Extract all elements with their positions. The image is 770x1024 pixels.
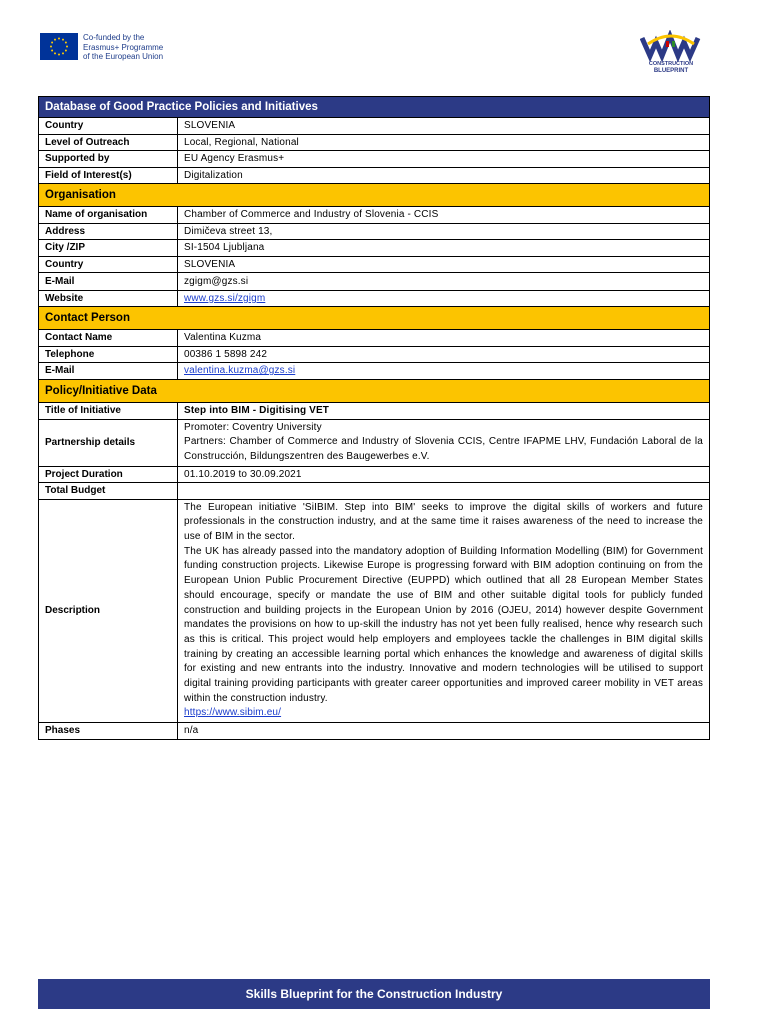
organisation-country: SLOVENIA	[184, 258, 236, 270]
project-duration: 01.10.2019 to 30.09.2021	[184, 468, 302, 480]
eu-cofunded-logo	[40, 33, 163, 62]
row-label: E-Mail	[39, 363, 178, 379]
section-heading-policy: Policy/Initiative Data	[39, 380, 709, 403]
row-value: EU Agency Erasmus+	[184, 153, 285, 165]
table-row	[39, 135, 709, 152]
table-row	[39, 168, 709, 185]
row-label: Description	[39, 500, 178, 723]
initiative-title: Step into BIM - Digitising VET	[184, 405, 330, 416]
table-row	[39, 207, 709, 224]
row-label: Phases	[39, 723, 178, 739]
eu-cofunded-text: Co-funded by the Erasmus+ Programme of the European Union	[83, 33, 164, 61]
eu-flag-icon	[40, 33, 78, 60]
table-row	[39, 483, 709, 500]
promoter-text: Promoter: Coventry University	[184, 421, 322, 433]
row-label: E-Mail	[39, 273, 178, 290]
contact-email-cell	[178, 363, 709, 379]
row-label: Total Budget	[39, 483, 178, 499]
contact-name: Valentina Kuzma	[184, 332, 262, 344]
table-row	[39, 224, 709, 241]
phases-value: n/a	[184, 725, 199, 737]
organisation-address: Dimičeva street 13,	[184, 225, 273, 237]
row-value: SLOVENIA	[184, 120, 236, 132]
table-row	[39, 403, 709, 420]
row-label: Supported by	[39, 151, 178, 167]
organisation-website-link[interactable]: www.gzs.si/zgigm	[184, 293, 266, 304]
row-label: Address	[39, 224, 178, 240]
table-row	[39, 330, 709, 347]
construction-blueprint-logo	[640, 30, 702, 74]
sibim-link[interactable]: https://www.sibim.eu/	[184, 707, 282, 719]
section-heading-organisation: Organisation	[39, 184, 709, 207]
row-label: Country	[39, 257, 178, 273]
table-row	[39, 273, 709, 291]
row-label: Field of Interest(s)	[39, 168, 178, 184]
footer-banner: Skills Blueprint for the Construction Industry	[38, 979, 710, 1009]
row-label: City /ZIP	[39, 240, 178, 256]
organisation-email: zgigm@gzs.si	[184, 276, 249, 287]
organisation-website-cell	[178, 291, 709, 306]
table-row	[39, 118, 709, 135]
description-paragraph: The European initiative 'SiIBIM. Step into BIM' seeks to improve the digital skills of workers and future professionals in the construction industry, and at the same time it raises awareness of the need to increase the use of BIM in the sector.	[184, 501, 703, 543]
table-title: Database of Good Practice Policies and Initiatives	[39, 97, 709, 118]
row-label: Name of organisation	[39, 207, 178, 223]
table-row	[39, 291, 709, 307]
row-label: Title of Initiative	[39, 403, 178, 419]
contact-email-link[interactable]: valentina.kuzma@gzs.si	[184, 365, 296, 377]
contact-phone: 00386 1 5898 242	[184, 348, 268, 360]
row-label: Website	[39, 291, 178, 306]
row-label: Partnership details	[39, 420, 178, 466]
table-row	[39, 363, 709, 380]
partners-text: Partners: Chamber of Commerce and Industry of Slovenia CCIS, Centre IFAPME LHV, Fundación Laboral de la Construcción, Bildungszentren des Baugewerbes e.V.	[184, 436, 703, 462]
row-label: Country	[39, 118, 178, 134]
row-value: Digitalization	[184, 169, 243, 181]
organisation-city: SI-1504 Ljubljana	[184, 242, 265, 254]
partnership-details	[178, 420, 709, 466]
table-row	[39, 347, 709, 364]
description-text	[178, 500, 709, 723]
svg-text:BLUEPRINT: BLUEPRINT	[653, 68, 689, 74]
good-practice-table	[38, 96, 710, 740]
table-row	[39, 467, 709, 484]
row-label: Telephone	[39, 347, 178, 363]
description-paragraph: The UK has already passed into the mandatory adoption of Building Information Modelling (BIM) for Government funding construction projects. Likewise Europe is progressing forward with BIM adoption continuing on from the European Union Public Procurement Directive (EUPPD) which outlined that all 28 European Member States should encourage, specify or mandate the use of BIM and other suitable digital tools for publicly funded construction and building projects in the European Union by 2016 (OJEU, 2014) however despite Government mandates the provisions on how to up-skill the industry has not yet been fully realised, hence why research such as this is critical. This project would help employers and employees tackle the challenges in BIM digital skills training by creating an accessible learning portal which enhances the knowledge and awareness of digital skills for existing and new entrants into the industry. Innovative and modern technologies will be utilised to support digital training providing participants with greater career opportunities and improved career mobility in VET areas within the construction industry.	[184, 545, 703, 704]
section-heading-contact: Contact Person	[39, 307, 709, 330]
svg-text:CONSTRUCTION: CONSTRUCTION	[648, 61, 694, 67]
table-row	[39, 151, 709, 168]
table-row	[39, 723, 709, 739]
organisation-name: Chamber of Commerce and Industry of Slovenia - CCIS	[184, 209, 439, 221]
table-row	[39, 257, 709, 274]
total-budget	[178, 483, 709, 499]
row-label: Project Duration	[39, 467, 178, 483]
table-row	[39, 240, 709, 257]
row-label: Contact Name	[39, 330, 178, 346]
table-row	[39, 420, 709, 467]
row-value: Local, Regional, National	[184, 136, 299, 148]
row-label: Level of Outreach	[39, 135, 178, 151]
table-row	[39, 500, 709, 724]
